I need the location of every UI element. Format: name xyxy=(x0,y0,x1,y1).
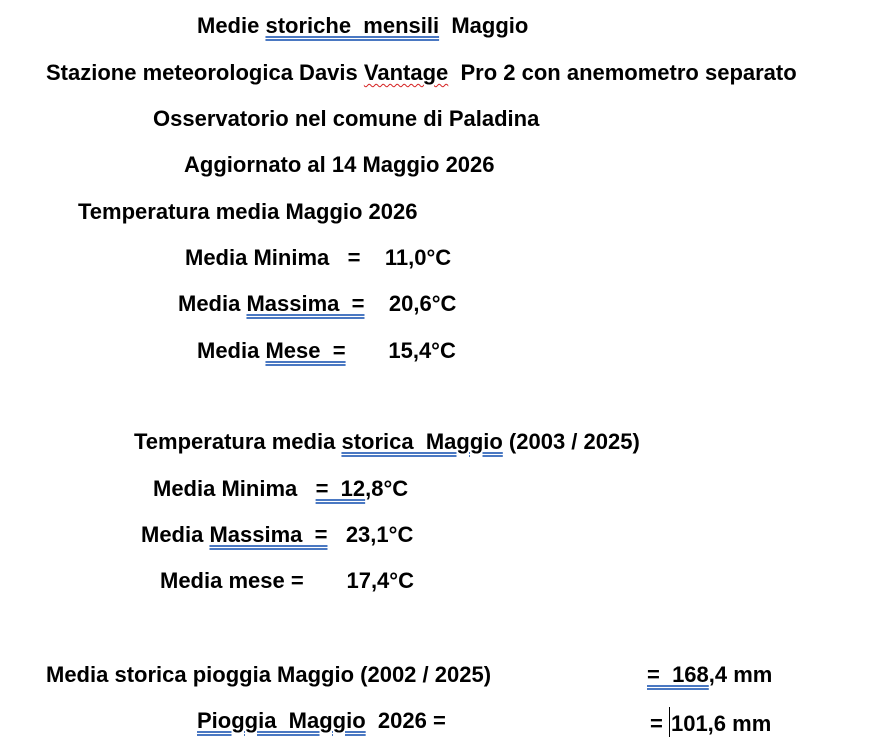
title-text: Medie xyxy=(197,13,266,38)
updated-line: Aggiornato al 14 Maggio 2026 xyxy=(184,152,495,177)
current-month-line xyxy=(197,337,456,365)
current-max-line xyxy=(178,290,456,318)
station-text-end: Pro 2 con anemometro separato xyxy=(448,60,797,85)
rain-current-underlined: Pioggia Maggio xyxy=(197,708,366,733)
current-month-label: Media xyxy=(197,338,266,363)
title-underlined-text: storiche mensili xyxy=(265,13,440,38)
current-max-value: 20,6°C xyxy=(364,291,457,316)
historical-heading-text: Temperatura media xyxy=(134,429,342,454)
observatory-line: Osservatorio nel comune di Paladina xyxy=(153,106,540,131)
text-cursor xyxy=(669,707,670,737)
current-month-underlined: Mese = xyxy=(265,338,346,363)
current-month-value: 15,4°C xyxy=(345,338,456,363)
historical-month-line: Media mese = 17,4°C xyxy=(160,568,414,593)
historical-heading-years: (2003 / 2025) xyxy=(502,429,640,454)
historical-min-label: Media Minima xyxy=(153,476,316,501)
rain-historical-label: Media storica pioggia Maggio (2002 / 2025) xyxy=(46,662,492,687)
historical-min-line xyxy=(153,475,408,503)
current-temperature-heading: Temperatura media Maggio 2026 xyxy=(78,199,418,224)
historical-max-value: 23,1°C xyxy=(327,522,414,547)
rain-current-equals: = xyxy=(650,711,669,736)
rain-current-year: 2026 = xyxy=(365,708,446,733)
historical-heading-underlined: storica Maggio xyxy=(341,429,503,454)
historical-min-value: ,8°C xyxy=(365,476,409,501)
historical-temperature-heading xyxy=(134,428,640,456)
historical-max-label: Media xyxy=(141,522,210,547)
current-min-line: Media Minima = 11,0°C xyxy=(185,245,452,270)
station-spellcheck-text: Vantage xyxy=(363,60,449,85)
current-max-label: Media xyxy=(178,291,247,316)
historical-max-underlined: Massima = xyxy=(209,522,328,547)
rain-current-value xyxy=(650,707,771,738)
historical-min-underlined: = 12 xyxy=(315,476,366,501)
station-text: Stazione meteorologica Davis xyxy=(46,60,364,85)
rain-current-label xyxy=(197,707,446,735)
rain-historical-underlined: = 168 xyxy=(647,662,709,687)
title-month-text: Maggio xyxy=(439,13,529,38)
station-line xyxy=(46,59,797,87)
rain-historical-value xyxy=(647,661,772,689)
rain-current-amount: 101,6 mm xyxy=(670,711,772,736)
historical-max-line xyxy=(141,521,413,549)
document-title xyxy=(197,12,528,40)
rain-historical-decimal: ,4 mm xyxy=(708,662,773,687)
current-max-underlined: Massima = xyxy=(246,291,365,316)
